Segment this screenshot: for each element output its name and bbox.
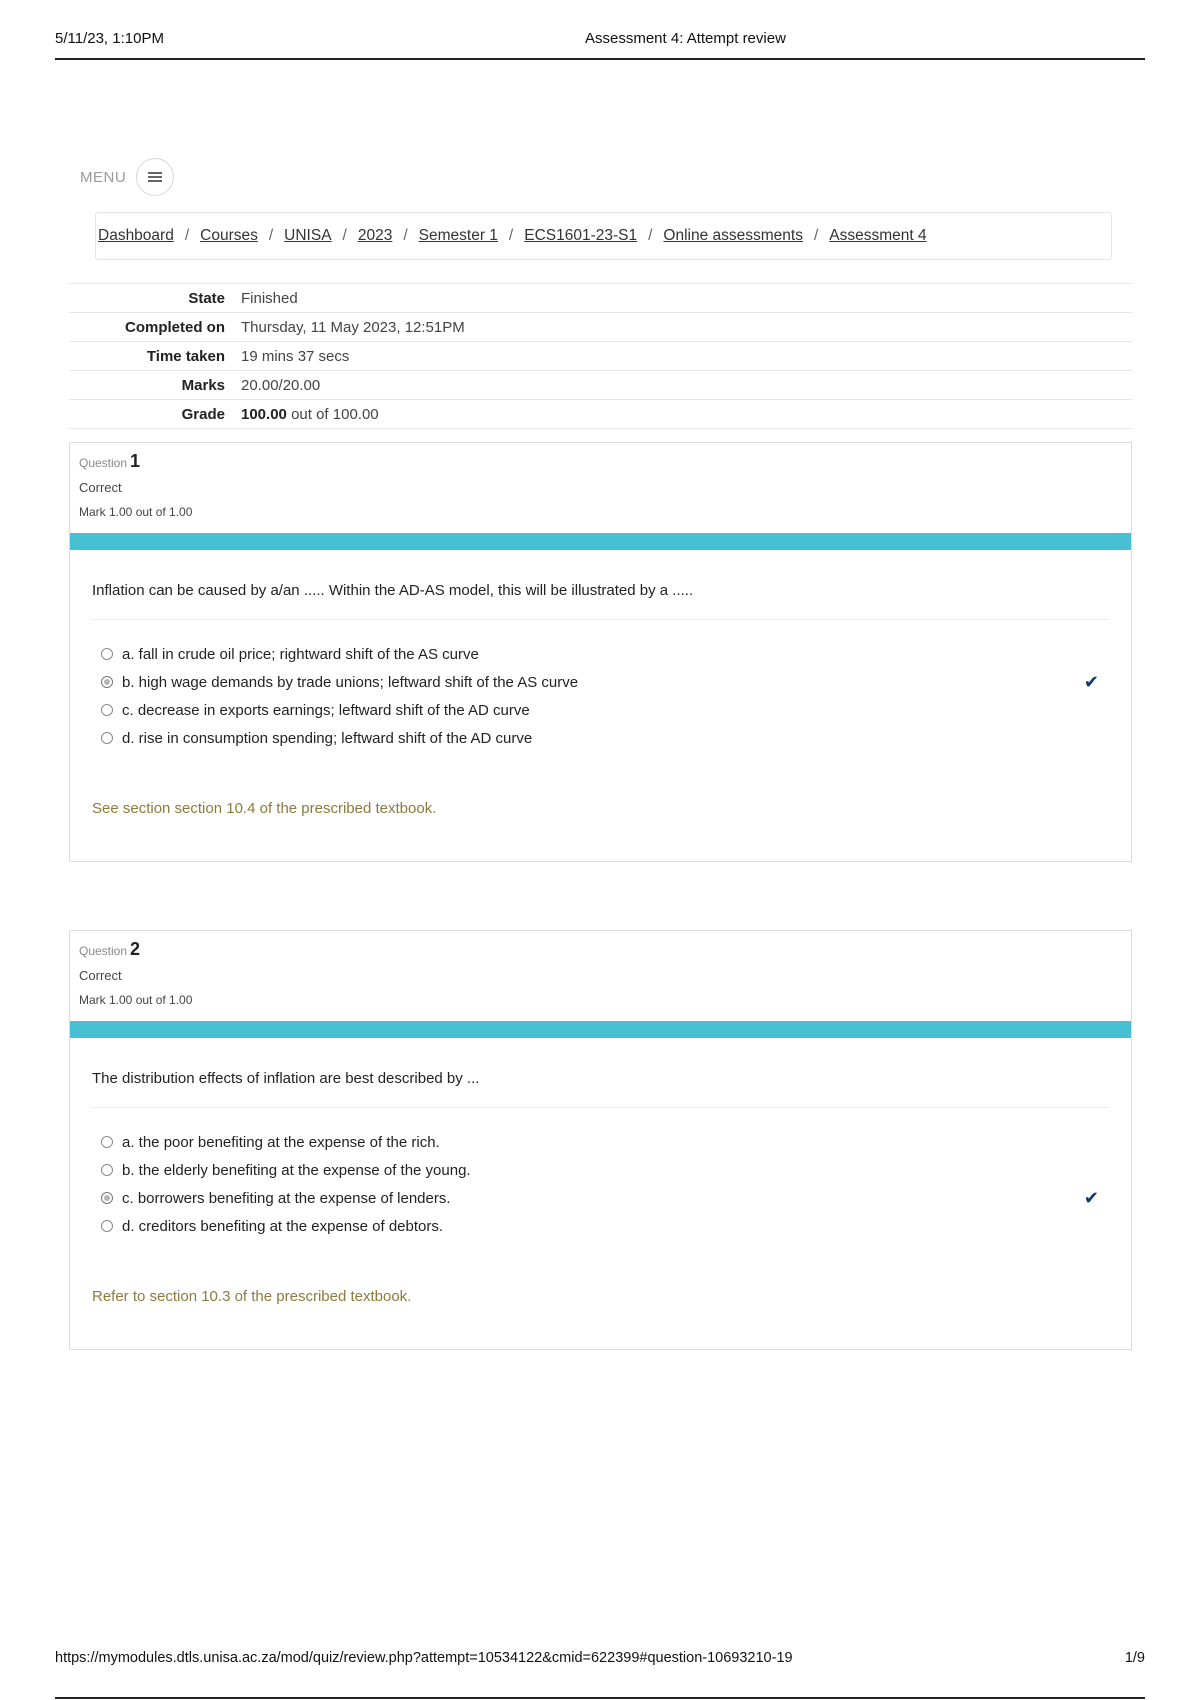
- summary-row-grade: [69, 400, 1132, 429]
- radio-button[interactable]: [101, 732, 113, 744]
- summary-value: 19 mins 37 secs: [241, 347, 350, 365]
- breadcrumb-year[interactable]: 2023: [357, 227, 393, 244]
- answer-label: b. the elderly benefiting at the expense of the young.: [122, 1161, 471, 1179]
- summary-label: State: [188, 289, 225, 307]
- question-grade: Mark 1.00 out of 1.00: [79, 993, 193, 1007]
- print-url: https://mymodules.dtls.unisa.ac.za/mod/quiz/review.php?attempt=10534122&cmid=622399#question-10693210-19: [55, 1650, 793, 1666]
- hamburger-icon: [148, 172, 162, 182]
- answer-label: c. borrowers benefiting at the expense of lenders.: [122, 1189, 451, 1207]
- answer-label: a. the poor benefiting at the expense of the rich.: [122, 1133, 440, 1151]
- menu: [80, 158, 174, 196]
- radio-button[interactable]: [101, 648, 113, 660]
- print-datetime: 5/11/23, 1:10PM: [55, 30, 164, 47]
- answer-label: c. decrease in exports earnings; leftward shift of the AD curve: [122, 701, 530, 719]
- breadcrumb: [95, 212, 1112, 260]
- question-status-bar: [70, 1021, 1131, 1038]
- answer-label: d. creditors benefiting at the expense of debtors.: [122, 1217, 444, 1235]
- question-number: Question 1: [79, 451, 141, 471]
- question-1: [69, 442, 1132, 862]
- answer-label: d. rise in consumption spending; leftward shift of the AD curve: [122, 729, 533, 747]
- answer-option[interactable]: [92, 696, 1109, 724]
- answer-list: [92, 1108, 1109, 1240]
- breadcrumb-courses[interactable]: Courses: [200, 227, 258, 244]
- summary-row-state: [69, 283, 1132, 313]
- answer-option[interactable]: [92, 640, 1109, 668]
- summary-label: Time taken: [146, 347, 225, 365]
- question-2: [69, 930, 1132, 1350]
- radio-button-checked[interactable]: [101, 676, 113, 688]
- summary-row-marks: [69, 371, 1132, 400]
- breadcrumb-semester[interactable]: Semester 1: [418, 227, 498, 244]
- summary-value: [241, 406, 379, 423]
- breadcrumb-separator: /: [342, 227, 347, 244]
- question-text: The distribution effects of inflation are best described by ...: [92, 1038, 1109, 1108]
- answer-option[interactable]: [92, 1128, 1109, 1156]
- breadcrumb-unisa[interactable]: UNISA: [284, 227, 332, 244]
- check-icon: ✔: [1083, 1188, 1099, 1208]
- question-grade: Mark 1.00 out of 1.00: [79, 505, 193, 519]
- answer-option[interactable]: [92, 1156, 1109, 1184]
- breadcrumb-separator: /: [184, 227, 190, 244]
- answer-option[interactable]: [92, 1212, 1109, 1240]
- question-content: [70, 550, 1131, 843]
- check-icon: ✔: [1083, 672, 1099, 692]
- question-info: [70, 443, 1131, 533]
- summary-value: Thursday, 11 May 2023, 12:51PM: [241, 318, 465, 336]
- breadcrumb-separator: /: [268, 227, 274, 244]
- grade-value: 100.00: [241, 405, 287, 423]
- radio-button[interactable]: [101, 704, 113, 716]
- summary-row-completed-on: [69, 313, 1132, 342]
- answer-option-selected[interactable]: [92, 1184, 1109, 1212]
- breadcrumb-online-assessments[interactable]: Online assessments: [663, 227, 803, 244]
- radio-button[interactable]: [101, 1164, 113, 1176]
- question-feedback: Refer to section 10.3 of the prescribed textbook.: [92, 1288, 412, 1305]
- summary-value: Finished: [241, 289, 298, 307]
- radio-button-checked[interactable]: [101, 1192, 113, 1204]
- question-text: Inflation can be caused by a/an ..... Within the AD-AS model, this will be illustrated by a .....: [92, 550, 1109, 620]
- print-footer: [55, 1650, 1145, 1699]
- summary-row-time-taken: [69, 342, 1132, 371]
- question-content: [70, 1038, 1131, 1331]
- breadcrumb-assessment[interactable]: Assessment 4: [829, 227, 927, 244]
- attempt-summary: [69, 283, 1132, 429]
- menu-label: MENU: [80, 168, 127, 186]
- question-info: [70, 931, 1131, 1021]
- answer-option-selected[interactable]: [92, 668, 1109, 696]
- answer-list: [92, 620, 1109, 752]
- question-state: Correct: [79, 480, 122, 495]
- question-status-bar: [70, 533, 1131, 550]
- question-number: Question 2: [79, 939, 141, 959]
- question-feedback: See section section 10.4 of the prescribed textbook.: [92, 800, 437, 817]
- question-state: Correct: [79, 968, 122, 983]
- breadcrumb-course[interactable]: ECS1601-23-S1: [524, 227, 638, 244]
- radio-button[interactable]: [101, 1220, 113, 1232]
- summary-label: Grade: [181, 405, 225, 423]
- print-page-number: 1/9: [1124, 1650, 1145, 1666]
- print-page-title: Assessment 4: Attempt review: [585, 30, 786, 47]
- answer-label: b. high wage demands by trade unions; leftward shift of the AS curve: [122, 673, 579, 691]
- breadcrumb-separator: /: [508, 227, 514, 244]
- radio-button[interactable]: [101, 1136, 113, 1148]
- breadcrumb-separator: /: [403, 227, 408, 244]
- answer-option[interactable]: [92, 724, 1109, 752]
- summary-value: 20.00/20.00: [241, 376, 321, 394]
- grade-out-of: out of 100.00: [291, 405, 379, 423]
- summary-label: Completed on: [125, 318, 225, 336]
- breadcrumb-separator: /: [648, 227, 653, 244]
- summary-label: Marks: [181, 376, 225, 394]
- menu-button[interactable]: [136, 158, 174, 196]
- answer-label: a. fall in crude oil price; rightward shift of the AS curve: [122, 645, 479, 663]
- breadcrumb-separator: /: [813, 227, 819, 244]
- breadcrumb-dashboard[interactable]: Dashboard: [98, 227, 174, 244]
- print-header: [55, 30, 1145, 60]
